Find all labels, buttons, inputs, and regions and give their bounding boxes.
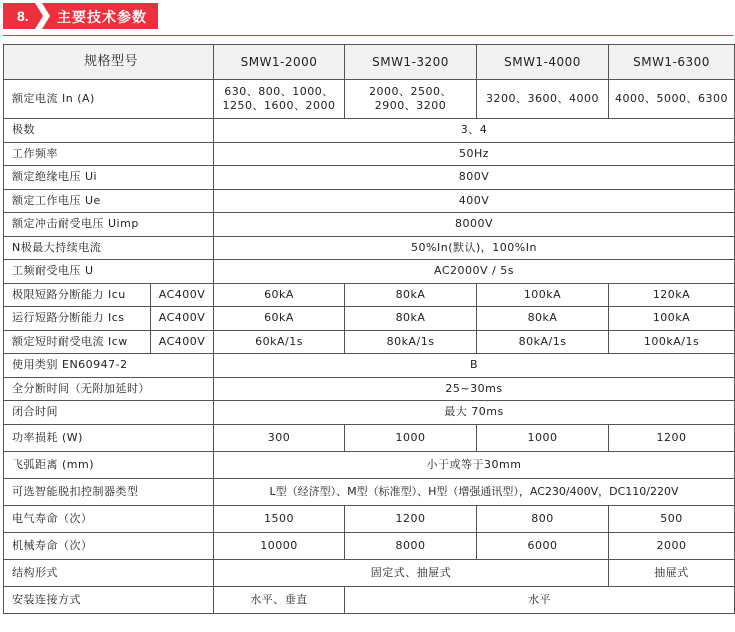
row-label: 额定短时耐受电流 Icw: [4, 330, 151, 354]
row-value: 8000V: [214, 213, 735, 237]
row-value: 水平、垂直: [214, 586, 345, 613]
row-label: 飞弧距离 (mm): [4, 451, 214, 478]
row-value: 120kA: [609, 283, 735, 307]
table-row: [4, 260, 735, 284]
row-label: 功率损耗 (W): [4, 424, 214, 451]
section-title: 主要技术参数: [57, 10, 147, 26]
row-value: 60kA: [214, 283, 345, 307]
section-divider: [3, 35, 733, 36]
row-sub-label: AC400V: [151, 330, 214, 354]
table-row: [4, 166, 735, 190]
row-value: 25~30ms: [214, 377, 735, 401]
chevron-right-icon: [33, 3, 51, 29]
row-value: 100kA: [477, 283, 609, 307]
row-value: 固定式、抽屉式: [214, 559, 609, 586]
table-row: [4, 330, 735, 354]
row-label: N极最大持续电流: [4, 236, 214, 260]
row-value: 80kA/1s: [477, 330, 609, 354]
row-value: L型（经济型）、M型（标准型）、H型（增强通讯型），AC230/400V，DC110/220V: [214, 478, 735, 505]
section-number: 8.: [17, 8, 29, 24]
spec-table: [3, 44, 735, 614]
row-value: 2000、2500、 2900、3200: [345, 80, 477, 119]
row-value: B: [214, 354, 735, 378]
row-label: 可选智能脱扣控制器类型: [4, 478, 214, 505]
row-label: 全分断时间（无附加延时）: [4, 377, 214, 401]
row-label: 额定绝缘电压 Ui: [4, 166, 214, 190]
row-value: AC2000V / 5s: [214, 260, 735, 284]
row-value: 3200、3600、4000: [477, 80, 609, 119]
row-sub-label: AC400V: [151, 283, 214, 307]
row-value: 1500: [214, 505, 345, 532]
row-value: 水平: [345, 586, 735, 613]
row-label: 使用类别 EN60947-2: [4, 354, 214, 378]
row-value: 100kA: [609, 307, 735, 331]
row-value: 800V: [214, 166, 735, 190]
row-label: 电气寿命（次）: [4, 505, 214, 532]
row-value: 10000: [214, 532, 345, 559]
table-row: [4, 401, 735, 425]
row-value: 抽屉式: [609, 559, 735, 586]
section-banner: [3, 3, 158, 29]
row-value: 1000: [477, 424, 609, 451]
row-value: 80kA: [477, 307, 609, 331]
row-label: 闭合时间: [4, 401, 214, 425]
header-model: SMW1-3200: [345, 45, 477, 80]
row-value: 800: [477, 505, 609, 532]
table-row: [4, 532, 735, 559]
row-value: 50Hz: [214, 142, 735, 166]
row-value: 1200: [345, 505, 477, 532]
table-row: [4, 80, 735, 119]
row-label: 工作频率: [4, 142, 214, 166]
row-value: 100kA/1s: [609, 330, 735, 354]
row-value: 80kA: [345, 307, 477, 331]
row-label: 额定工作电压 Ue: [4, 189, 214, 213]
row-value: 60kA/1s: [214, 330, 345, 354]
row-value: 400V: [214, 189, 735, 213]
row-label: 安装连接方式: [4, 586, 214, 613]
table-row: [4, 586, 735, 613]
row-label: 运行短路分断能力 Ics: [4, 307, 151, 331]
row-value: 小于或等于30mm: [214, 451, 735, 478]
table-row: [4, 559, 735, 586]
row-value: 3、4: [214, 119, 735, 143]
table-row: [4, 377, 735, 401]
row-label: 极数: [4, 119, 214, 143]
row-value: 8000: [345, 532, 477, 559]
row-value: 4000、5000、6300: [609, 80, 735, 119]
row-value: 630、800、1000、 1250、1600、2000: [214, 80, 345, 119]
table-row: [4, 478, 735, 505]
header-model: SMW1-2000: [214, 45, 345, 80]
header-model: SMW1-4000: [477, 45, 609, 80]
table-header-row: [4, 45, 735, 80]
row-label: 工频耐受电压 U: [4, 260, 214, 284]
table-row: [4, 424, 735, 451]
row-label: 机械寿命（次）: [4, 532, 214, 559]
row-sub-label: AC400V: [151, 307, 214, 331]
row-label: 额定电流 In (A): [4, 80, 214, 119]
table-row: [4, 142, 735, 166]
row-value: 1000: [345, 424, 477, 451]
row-value: 6000: [477, 532, 609, 559]
table-row: [4, 189, 735, 213]
row-value: 50%In(默认)，100%In: [214, 236, 735, 260]
row-value: 60kA: [214, 307, 345, 331]
row-value: 80kA/1s: [345, 330, 477, 354]
table-row: [4, 119, 735, 143]
row-label: 结构形式: [4, 559, 214, 586]
row-value: 1200: [609, 424, 735, 451]
table-row: [4, 236, 735, 260]
header-model-label: 规格型号: [4, 45, 214, 80]
row-label: 额定冲击耐受电压 Uimp: [4, 213, 214, 237]
table-row: [4, 283, 735, 307]
table-row: [4, 213, 735, 237]
row-value: 最大 70ms: [214, 401, 735, 425]
header-model: SMW1-6300: [609, 45, 735, 80]
row-label: 极限短路分断能力 Icu: [4, 283, 151, 307]
table-row: [4, 307, 735, 331]
table-row: [4, 354, 735, 378]
row-value: 80kA: [345, 283, 477, 307]
table-row: [4, 505, 735, 532]
row-value: 2000: [609, 532, 735, 559]
table-row: [4, 451, 735, 478]
row-value: 300: [214, 424, 345, 451]
row-value: 500: [609, 505, 735, 532]
